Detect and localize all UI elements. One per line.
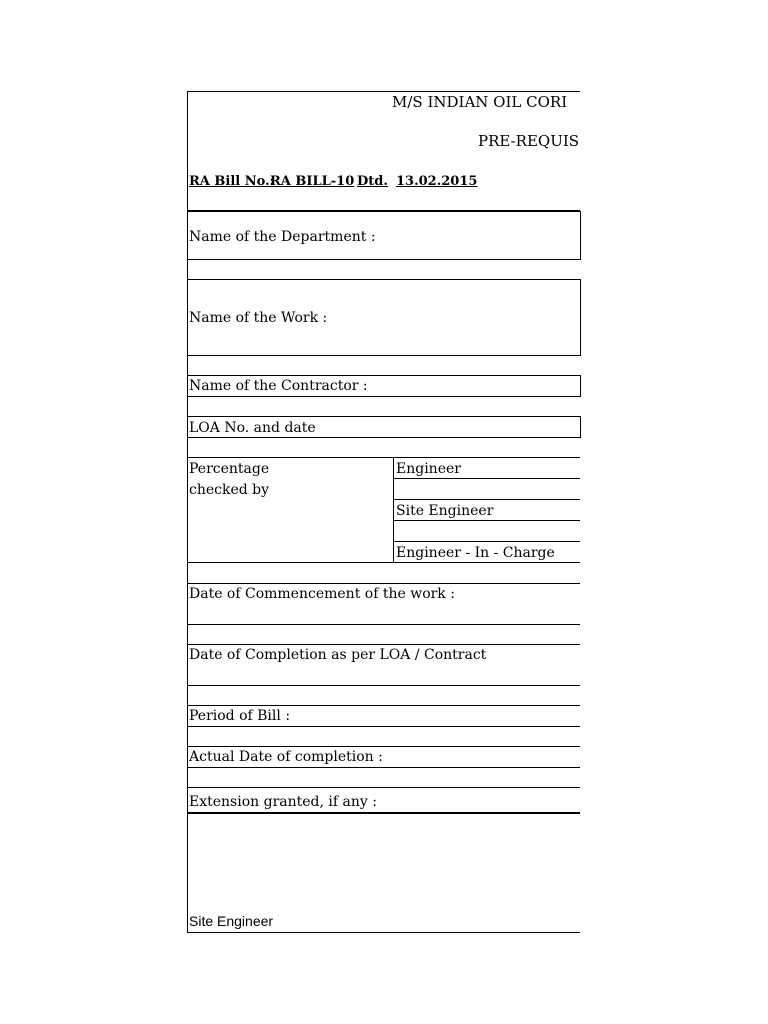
work-box-top (187, 279, 581, 280)
completion-loa-top (187, 644, 580, 645)
contractor-label: Name of the Contractor : (189, 378, 368, 394)
form-subtitle: PRE-REQUIS (478, 132, 580, 150)
commencement-bottom (187, 624, 580, 625)
bottom-border (187, 932, 580, 933)
department-box-right (580, 211, 581, 260)
completion-loa-label: Date of Completion as per LOA / Contract (189, 647, 487, 663)
dtd-label: Dtd. (357, 174, 388, 189)
engineer-label: Engineer (396, 461, 461, 477)
ra-bill-value: RA BILL-10 (270, 174, 355, 189)
department-box-bottom (187, 259, 581, 260)
ra-bill-label: RA Bill No.: (189, 174, 275, 189)
engineer-row-bottom (393, 478, 580, 479)
percentage-label-2: checked by (189, 482, 270, 498)
top-border (187, 91, 580, 92)
engineer-blank-bottom (393, 499, 580, 500)
percentage-bottom (187, 562, 580, 563)
extension-bottom (187, 812, 580, 814)
contractor-box-top (187, 375, 581, 376)
department-label: Name of the Department : (189, 229, 376, 245)
loa-box-right (580, 416, 581, 437)
engineer-in-charge-label: Engineer - In - Charge (396, 545, 555, 561)
site-engineer-blank-bottom (393, 541, 580, 542)
header-divider (187, 210, 580, 212)
site-engineer-label: Site Engineer (396, 503, 494, 519)
actual-completion-top (187, 746, 580, 747)
work-box-bottom (187, 355, 581, 356)
work-box-right (580, 279, 581, 355)
percentage-top (187, 457, 580, 458)
period-top (187, 705, 580, 706)
left-border (187, 91, 188, 933)
actual-completion-bottom (187, 767, 580, 768)
commencement-label: Date of Commencement of the work : (189, 586, 455, 602)
percentage-label-1: Percentage (189, 461, 270, 477)
signature-label: Site Engineer (189, 913, 274, 929)
period-bottom (187, 726, 580, 727)
loa-box-top (187, 416, 581, 417)
loa-label: LOA No. and date (189, 420, 316, 436)
contractor-box-bottom (187, 396, 581, 397)
company-title: M/S INDIAN OIL CORI (392, 93, 568, 111)
extension-top (187, 787, 580, 788)
site-engineer-row-bottom (393, 520, 580, 521)
completion-loa-bottom (187, 685, 580, 686)
contractor-box-right (580, 375, 581, 396)
percentage-divider (393, 457, 394, 563)
period-label: Period of Bill : (189, 708, 291, 724)
loa-box-bottom (187, 437, 581, 438)
work-label: Name of the Work : (189, 310, 328, 326)
extension-label: Extension granted, if any : (189, 794, 377, 810)
actual-completion-label: Actual Date of completion : (189, 749, 383, 765)
dtd-value: 13.02.2015 (396, 174, 478, 189)
commencement-top (187, 583, 580, 584)
